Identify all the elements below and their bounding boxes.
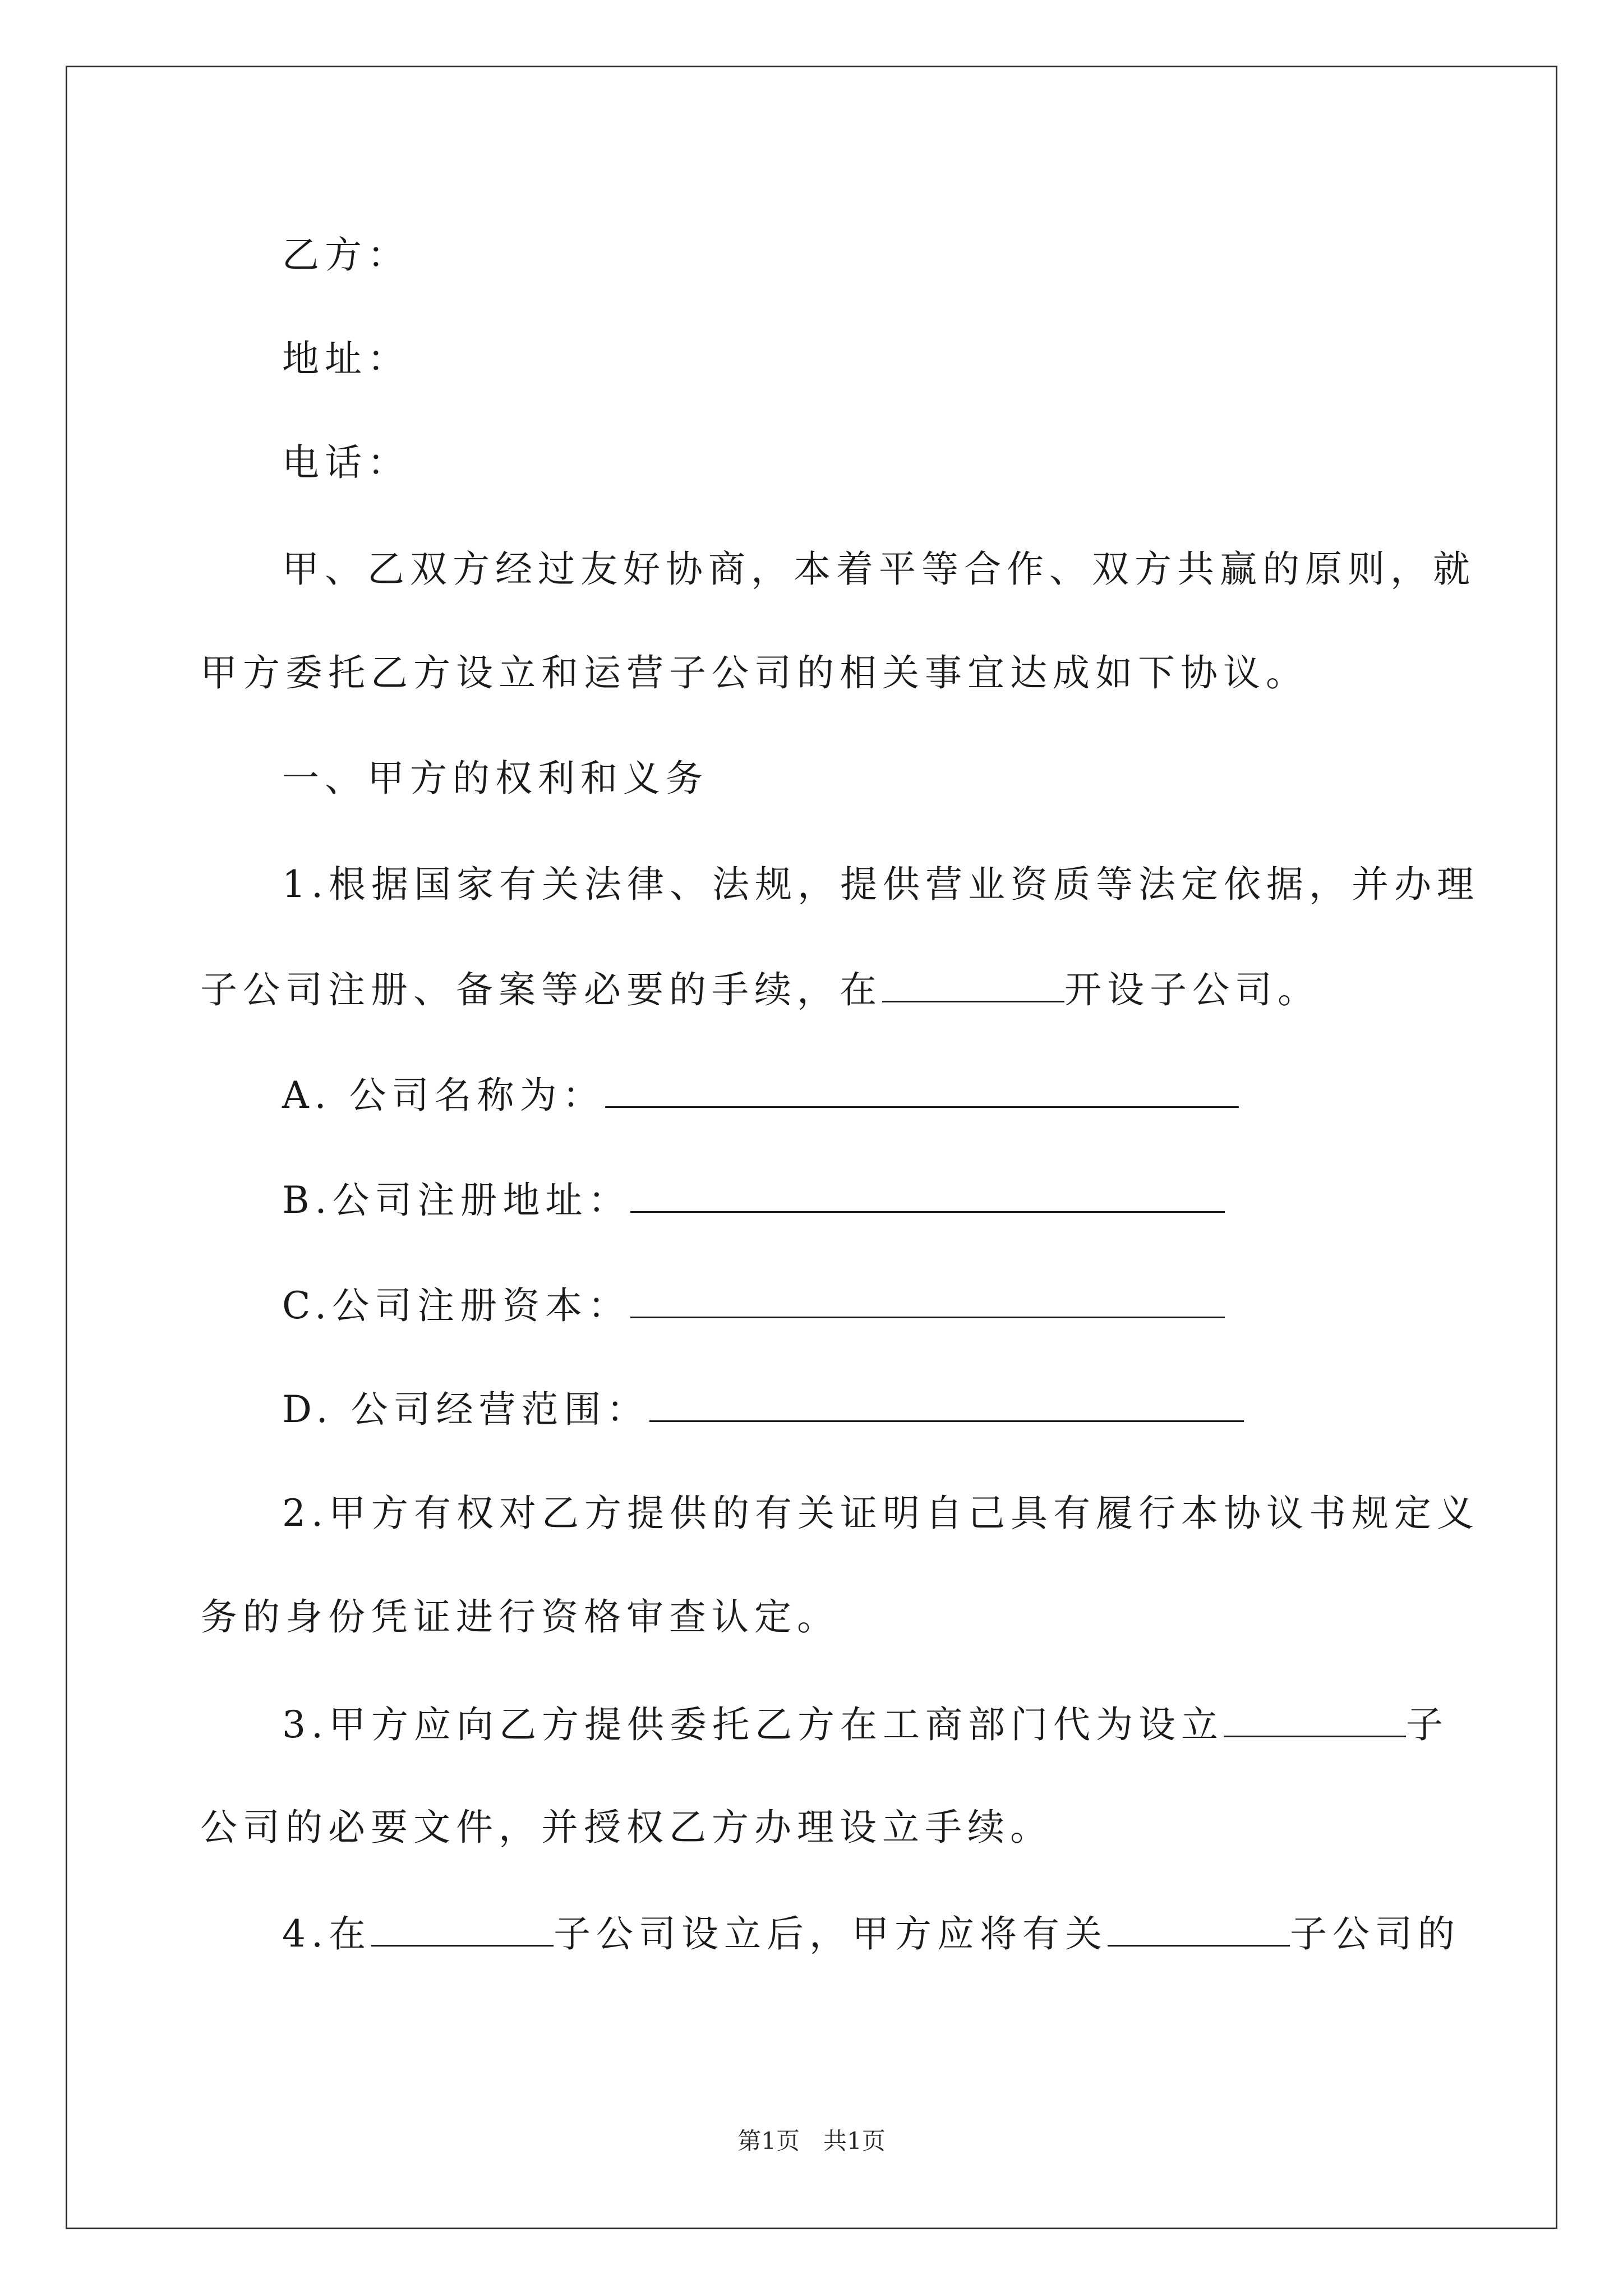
- company-name-blank[interactable]: [605, 1071, 1239, 1108]
- registered-capital-blank[interactable]: [630, 1282, 1225, 1318]
- item-1-line-2-text-a: 子公司注册、备案等必要的手续，在: [200, 968, 882, 1011]
- item-b-label: B.公司注册地址：: [282, 1179, 631, 1222]
- item-4-line-1: [282, 1910, 1460, 1957]
- item-4-text-b: 子公司设立后，甲方应将有关: [553, 1912, 1108, 1955]
- address-label: 地址：: [282, 337, 410, 380]
- item-3-line-1: [282, 1701, 1449, 1747]
- item-4-text-a: 4.在: [282, 1912, 371, 1955]
- item-3-line-2: 公司的必要文件，并授权乙方办理设立手续。: [200, 1806, 1053, 1849]
- item-3-text-a: 3.甲方应向乙方提供委托乙方在工商部门代为设立: [282, 1703, 1224, 1746]
- business-scope-blank[interactable]: [649, 1386, 1244, 1422]
- item-4-text-c: 子公司的: [1289, 1912, 1460, 1955]
- item-b-row: [282, 1176, 1225, 1223]
- subsidiary-blank-1[interactable]: [371, 1910, 554, 1947]
- item-2-line-1: 2.甲方有权对乙方提供的有关证明自己具有履行本协议书规定义: [282, 1492, 1479, 1535]
- item-1-line-2-text-b: 开设子公司。: [1064, 968, 1320, 1011]
- subsidiary-name-blank[interactable]: [1224, 1701, 1406, 1737]
- subsidiary-blank-2[interactable]: [1108, 1910, 1290, 1947]
- section-1-title: 一、甲方的权利和义务: [282, 757, 708, 800]
- location-blank[interactable]: [882, 966, 1064, 1002]
- item-d-row: [282, 1386, 1244, 1432]
- item-c-row: [282, 1282, 1225, 1328]
- intro-line-2: 甲方委托乙方设立和运营子公司的相关事宜达成如下协议。: [200, 651, 1308, 694]
- phone-label: 电话：: [282, 441, 410, 484]
- party-b-label: 乙方：: [282, 233, 410, 277]
- item-1-line-1: 1.根据国家有关法律、法规，提供营业资质等法定依据，并办理: [282, 863, 1479, 906]
- item-a-row: [282, 1071, 1239, 1118]
- item-3-text-b: 子: [1405, 1703, 1449, 1746]
- intro-line-1: 甲、乙双方经过友好协商，本着平等合作、双方共赢的原则，就: [282, 547, 1476, 591]
- item-2-line-2: 务的身份凭证进行资格审查认定。: [200, 1595, 840, 1639]
- page-border: [66, 66, 1557, 2229]
- item-c-label: C.公司注册资本：: [282, 1284, 631, 1327]
- page-footer: 第1页 共1页: [737, 2127, 886, 2155]
- item-a-label: A. 公司名称为：: [282, 1074, 605, 1117]
- item-d-label: D. 公司经营范围：: [282, 1388, 649, 1431]
- registered-address-blank[interactable]: [630, 1176, 1225, 1213]
- item-1-line-2: [200, 966, 1320, 1013]
